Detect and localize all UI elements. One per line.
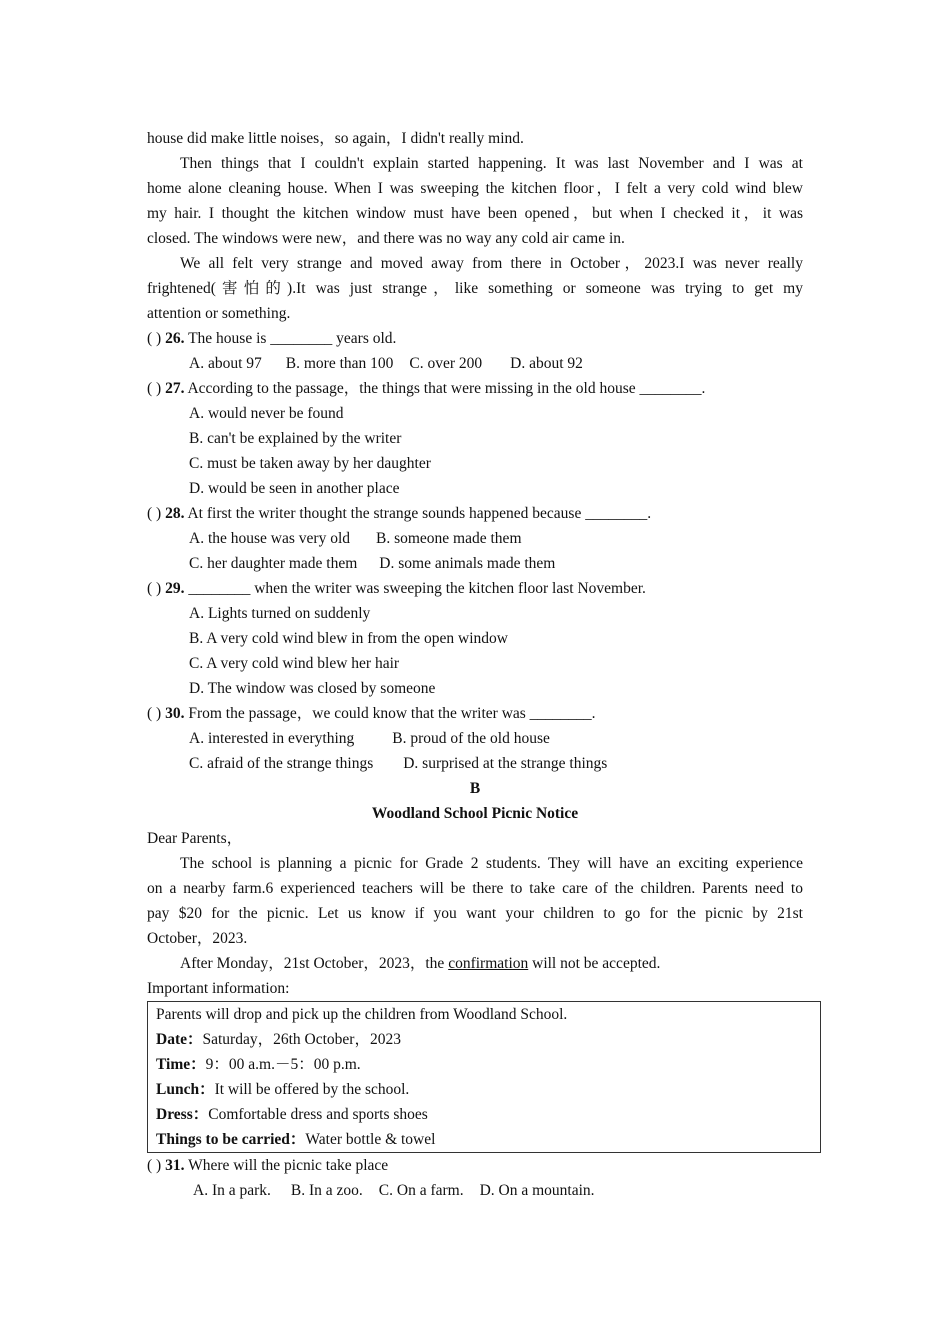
question-28 bbox=[147, 501, 803, 526]
notice-p1-line-4: October，2023. bbox=[147, 930, 248, 947]
question-31 bbox=[147, 1153, 803, 1178]
section-label: B bbox=[469, 780, 481, 797]
passage-a-p2-line-3: attention or something. bbox=[147, 305, 291, 322]
answer-blank[interactable]: ( ) bbox=[147, 1157, 162, 1174]
question-stem: According to the passage，the things that were missing in the old house ________. bbox=[187, 380, 706, 397]
confirmation-word: confirmation bbox=[448, 955, 529, 972]
notice-p1-line-3: pay $20 for the picnic. Let us know if you want your children to go for the picnic by 21st bbox=[147, 905, 803, 922]
info-label: Lunch： bbox=[156, 1081, 215, 1098]
option-b[interactable]: B. more than 100 bbox=[285, 355, 394, 372]
info-value: Water bottle & towel bbox=[305, 1131, 436, 1148]
notice-p1-line-2: on a nearby farm.6 experienced teachers will be there to take care of the children. Parents need to bbox=[147, 880, 803, 897]
info-row-lunch bbox=[156, 1077, 820, 1102]
option-c[interactable]: C. must be taken away by her daughter bbox=[189, 455, 431, 472]
option-a[interactable]: A. about 97 bbox=[189, 355, 262, 372]
question-number: 26. bbox=[165, 330, 185, 347]
passage-a-p1-line-4: closed. The windows were new，and there was no way any cold air came in. bbox=[147, 230, 625, 247]
answer-blank[interactable]: ( ) bbox=[147, 330, 162, 347]
info-value: Comfortable dress and sports shoes bbox=[208, 1106, 428, 1123]
answer-blank[interactable]: ( ) bbox=[147, 380, 162, 397]
option-b[interactable]: B. can't be explained by the writer bbox=[189, 430, 402, 447]
option-d[interactable]: D. would be seen in another place bbox=[189, 480, 400, 497]
question-stem: From the passage，we could know that the writer was ________. bbox=[188, 705, 596, 722]
option-c[interactable]: C. On a farm. bbox=[378, 1182, 464, 1199]
question-31-options bbox=[147, 1178, 803, 1203]
option-c[interactable]: C. afraid of the strange things bbox=[189, 755, 374, 772]
option-d[interactable]: D. some animals made them bbox=[379, 555, 556, 572]
option-b[interactable]: B. In a zoo. bbox=[290, 1182, 363, 1199]
question-26 bbox=[147, 326, 803, 351]
passage-a-p2-line-2: frightened(害怕的).It was just strange，like something or someone was trying to get my bbox=[147, 280, 803, 297]
option-d[interactable]: D. On a mountain. bbox=[479, 1182, 595, 1199]
answer-blank[interactable]: ( ) bbox=[147, 505, 162, 522]
question-27 bbox=[147, 376, 803, 401]
question-30-options-row-2 bbox=[147, 751, 803, 776]
info-row-things bbox=[156, 1127, 820, 1152]
question-number: 28. bbox=[165, 505, 185, 522]
option-d[interactable]: D. about 92 bbox=[510, 355, 583, 372]
notice-p2 bbox=[147, 951, 803, 976]
info-box-intro: Parents will drop and pick up the children from Woodland School. bbox=[156, 1006, 568, 1023]
option-a[interactable]: A. the house was very old bbox=[189, 530, 350, 547]
question-number: 30. bbox=[165, 705, 185, 722]
option-c[interactable]: C. over 200 bbox=[409, 355, 483, 372]
question-number: 31. bbox=[165, 1157, 185, 1174]
option-c[interactable]: C. A very cold wind blew her hair bbox=[189, 655, 400, 672]
option-d[interactable]: D. The window was closed by someone bbox=[189, 680, 436, 697]
info-value: It will be offered by the school. bbox=[214, 1081, 410, 1098]
question-29 bbox=[147, 576, 803, 601]
passage-a-p2-line-1: We all felt very strange and moved away from there in October，2023.I was never really bbox=[180, 255, 803, 272]
info-row-date bbox=[156, 1027, 820, 1052]
question-stem: Where will the picnic take place bbox=[188, 1157, 389, 1174]
question-26-options bbox=[147, 351, 803, 376]
question-28-options-row-2 bbox=[147, 551, 803, 576]
info-label: Time： bbox=[156, 1056, 206, 1073]
option-a[interactable]: A. Lights turned on suddenly bbox=[189, 605, 371, 622]
passage-a-p1-line-2: home alone cleaning house. When I was sweeping the kitchen floor，I felt a very cold wind blew bbox=[147, 180, 803, 197]
question-30 bbox=[147, 701, 803, 726]
question-number: 27. bbox=[165, 380, 185, 397]
greeting: Dear Parents， bbox=[147, 830, 243, 847]
option-b[interactable]: B. someone made them bbox=[376, 530, 522, 547]
answer-blank[interactable]: ( ) bbox=[147, 580, 162, 597]
info-value: Saturday，26th October，2023 bbox=[202, 1031, 401, 1048]
passage-a-continuation: house did make little noises，so again，I didn't really mind. bbox=[147, 130, 524, 147]
option-b[interactable]: B. A very cold wind blew in from the open window bbox=[189, 630, 508, 647]
answer-blank[interactable]: ( ) bbox=[147, 705, 162, 722]
notice-p2-before: After Monday，21st October，2023，the bbox=[180, 955, 445, 972]
notice-title: Woodland School Picnic Notice bbox=[371, 805, 579, 822]
option-a[interactable]: A. In a park. bbox=[193, 1182, 271, 1199]
info-box bbox=[147, 1001, 821, 1153]
passage-a-p1-line-3: my hair. I thought the kitchen window must have been opened，but when I checked it，it was bbox=[147, 205, 803, 222]
option-a[interactable]: A. interested in everything bbox=[189, 730, 355, 747]
question-number: 29. bbox=[165, 580, 185, 597]
exam-page bbox=[147, 126, 803, 1203]
question-28-options-row-1 bbox=[147, 526, 803, 551]
info-row-time bbox=[156, 1052, 820, 1077]
info-label: Things to be carried： bbox=[156, 1131, 306, 1148]
question-30-options-row-1 bbox=[147, 726, 803, 751]
info-value: 9：00 a.m.－5：00 p.m. bbox=[205, 1056, 361, 1073]
option-d[interactable]: D. surprised at the strange things bbox=[403, 755, 608, 772]
passage-a-p1-line-1: Then things that I couldn't explain started happening. It was last November and I was at bbox=[180, 155, 803, 172]
option-a[interactable]: A. would never be found bbox=[189, 405, 344, 422]
option-c[interactable]: C. her daughter made them bbox=[189, 555, 358, 572]
important-info-label: Important information: bbox=[147, 980, 290, 997]
info-label: Dress： bbox=[156, 1106, 209, 1123]
option-b[interactable]: B. proud of the old house bbox=[392, 730, 550, 747]
question-stem: At first the writer thought the strange sounds happened because ________. bbox=[187, 505, 652, 522]
info-label: Date： bbox=[156, 1031, 203, 1048]
question-stem: ________ when the writer was sweeping the kitchen floor last November. bbox=[188, 580, 646, 597]
question-stem: The house is ________ years old. bbox=[188, 330, 397, 347]
info-row-dress bbox=[156, 1102, 820, 1127]
notice-p1-line-1: The school is planning a picnic for Grade 2 students. They will have an exciting experience bbox=[180, 855, 803, 872]
notice-p2-after: will not be accepted. bbox=[532, 955, 661, 972]
